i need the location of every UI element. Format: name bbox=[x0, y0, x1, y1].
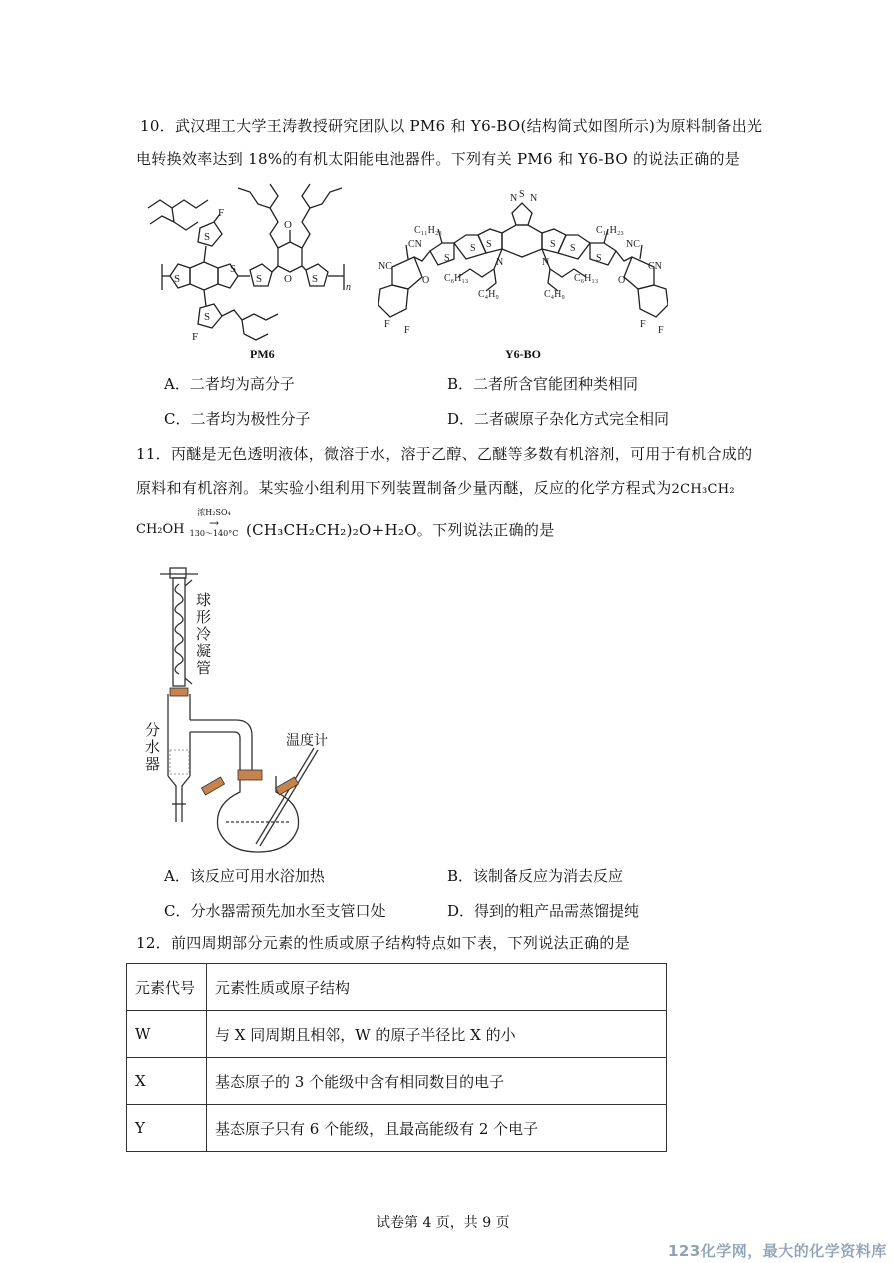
svg-text:S: S bbox=[174, 273, 181, 285]
q11-option-a[interactable]: A．该反应可用水浴加热 bbox=[164, 867, 325, 885]
svg-text:S: S bbox=[470, 243, 476, 254]
pm6-caption: PM6 bbox=[250, 347, 275, 361]
svg-text:C₆H₁₃: C₆H₁₃ bbox=[574, 273, 599, 284]
svg-text:O: O bbox=[422, 275, 430, 286]
q10-stem-line1: 10．武汉理工大学王涛教授研究团队以 PM6 和 Y6-BO(结构简式如图所示)为原料制备出光 bbox=[140, 117, 763, 135]
svg-text:N: N bbox=[496, 257, 504, 268]
svg-text:N: N bbox=[530, 193, 538, 204]
q11-stem-line2-text: 原料和有机溶剂。某实验小组利用下列装置制备少量丙醚，反应的化学方程式为 bbox=[136, 479, 672, 497]
table-row bbox=[127, 1011, 667, 1058]
table-cell-property: 与 X 同周期且相邻，W 的原子半径比 X 的小 bbox=[207, 1011, 667, 1058]
q11-arrow-temperature: 130～140°C bbox=[189, 529, 239, 538]
table-header-cell: 元素性质或原子结构 bbox=[207, 964, 667, 1011]
table-cell-property: 基态原子只有 6 个能级，且最高能级有 2 个电子 bbox=[207, 1105, 667, 1152]
q11-equation-reactant-part2: CH₂OH bbox=[136, 522, 185, 537]
svg-text:F: F bbox=[640, 319, 646, 330]
svg-text:S: S bbox=[256, 273, 263, 285]
q11-reaction-arrow bbox=[186, 508, 242, 540]
table-cell-property: 基态原子的 3 个能级中含有相同数目的电子 bbox=[207, 1058, 667, 1105]
svg-text:N: N bbox=[542, 257, 550, 268]
q11-option-d[interactable]: D．得到的粗产品需蒸馏提纯 bbox=[447, 902, 640, 920]
q12-element-table bbox=[126, 963, 667, 1152]
svg-text:F: F bbox=[384, 319, 390, 330]
svg-text:O: O bbox=[284, 273, 292, 285]
q11-option-c[interactable]: C．分水器需预先加水至支管口处 bbox=[164, 902, 386, 920]
svg-text:NC: NC bbox=[378, 261, 392, 272]
svg-text:C₁₁H₂₃: C₁₁H₂₃ bbox=[414, 225, 442, 236]
q10-stem-line2: 电转换效率达到 18%的有机太阳能电池器件。下列有关 PM6 和 Y6-BO 的说法正确的是 bbox=[136, 150, 741, 168]
svg-text:S: S bbox=[444, 253, 450, 264]
svg-text:S: S bbox=[204, 311, 211, 323]
q11-stem-line1: 11．丙醚是无色透明液体，微溶于水，溶于乙醇、乙醚等多数有机溶剂，可用于有机合成的 bbox=[136, 445, 753, 463]
svg-text:S: S bbox=[230, 263, 237, 275]
condenser-label-char: 形 bbox=[196, 608, 212, 626]
svg-text:S: S bbox=[486, 239, 492, 250]
svg-text:C₄H₉: C₄H₉ bbox=[544, 289, 565, 300]
svg-text:F: F bbox=[404, 325, 410, 336]
svg-text:CN: CN bbox=[408, 239, 422, 250]
svg-text:F: F bbox=[218, 207, 225, 219]
page-footer: 试卷第 4 页，共 9 页 bbox=[376, 1215, 510, 1231]
y6bo-caption: Y6-BO bbox=[505, 347, 541, 361]
svg-text:C₆H₁₃: C₆H₁₃ bbox=[444, 273, 469, 284]
svg-text:S: S bbox=[204, 231, 211, 243]
condenser-label bbox=[196, 592, 214, 677]
table-header-cell: 元素代号 bbox=[127, 964, 207, 1011]
watermark-text: 123化学网，最大的化学资料库 bbox=[668, 1242, 887, 1260]
table-row bbox=[127, 1058, 667, 1105]
thermometer-label: 温度计 bbox=[286, 733, 328, 749]
svg-text:NC: NC bbox=[626, 239, 640, 250]
q10-option-b[interactable]: B．二者所含官能团种类相同 bbox=[447, 375, 639, 393]
separator-label-char: 器 bbox=[145, 755, 161, 773]
arrow-icon: → bbox=[208, 516, 220, 530]
svg-text:S: S bbox=[312, 273, 319, 285]
separator-label bbox=[145, 722, 163, 773]
q11-option-b[interactable]: B．该制备反应为消去反应 bbox=[447, 867, 624, 885]
q11-equation-product: (CH₃CH₂CH₂)₂O+H₂O。下列说法正确的是 bbox=[246, 521, 555, 539]
q11-arrow-catalyst: 浓H₂SO₄ bbox=[197, 508, 231, 517]
condenser-label-char: 冷 bbox=[196, 625, 212, 643]
table-cell-element: W bbox=[127, 1011, 207, 1058]
svg-text:C₄H₉: C₄H₉ bbox=[478, 289, 499, 300]
svg-text:S: S bbox=[519, 189, 525, 200]
table-cell-element: Y bbox=[127, 1105, 207, 1152]
svg-text:CN: CN bbox=[648, 261, 662, 272]
svg-text:N: N bbox=[510, 193, 518, 204]
svg-text:S: S bbox=[570, 243, 576, 254]
table-row bbox=[127, 1105, 667, 1152]
table-header-row bbox=[127, 964, 667, 1011]
svg-text:F: F bbox=[658, 325, 664, 336]
svg-text:S: S bbox=[550, 239, 556, 250]
y6bo-structure-image bbox=[378, 185, 668, 340]
table-cell-element: X bbox=[127, 1058, 207, 1105]
svg-text:S: S bbox=[596, 253, 602, 264]
svg-text:O: O bbox=[618, 275, 626, 286]
svg-text:n: n bbox=[346, 282, 351, 293]
pm6-structure-image bbox=[130, 178, 370, 348]
svg-text:C₁₁H₂₃: C₁₁H₂₃ bbox=[596, 225, 624, 236]
condenser-label-char: 凝 bbox=[196, 642, 212, 660]
q11-equation-reactant-part1: 2CH₃CH₂ bbox=[671, 482, 735, 497]
q12-stem: 12．前四周期部分元素的性质或原子结构特点如下表，下列说法正确的是 bbox=[136, 934, 630, 952]
condenser-label-char: 球 bbox=[196, 591, 212, 609]
q10-option-c[interactable]: C．二者均为极性分子 bbox=[164, 410, 311, 428]
condenser-label-char: 管 bbox=[196, 659, 212, 677]
q11-apparatus-diagram bbox=[140, 560, 380, 855]
q10-option-d[interactable]: D．二者碳原子杂化方式完全相同 bbox=[447, 410, 670, 428]
svg-text:O: O bbox=[284, 219, 292, 231]
separator-label-char: 水 bbox=[145, 738, 161, 756]
q11-stem-line2 bbox=[136, 472, 735, 506]
separator-label-char: 分 bbox=[145, 721, 161, 739]
svg-text:F: F bbox=[192, 331, 199, 343]
q10-option-a[interactable]: A．二者均为高分子 bbox=[164, 375, 295, 393]
